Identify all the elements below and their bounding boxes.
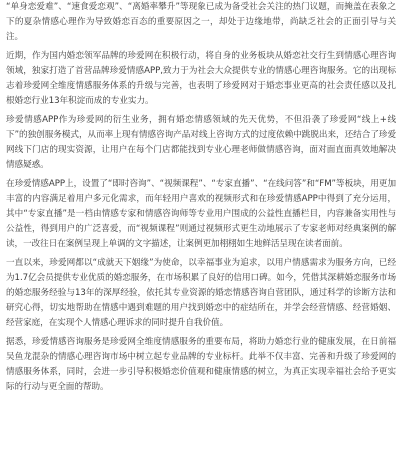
paragraph-conclusion: 据悉，珍爱情感咨询服务是珍爱网全维度情感服务的重要布局，将助力婚恋行业的健康发展，在日前福吴鱼龙混杂的情感心理咨询市场中树立起专业品牌的专业标杆。此举不仅丰富、完善和升级了珍爱网的情感服务体系，同时，会进一步引导积极婚恋价值观和健康情感的树立，为真正实现幸福社会给予更实际的行动与更全面的帮助。 xyxy=(6,337,396,392)
paragraph-app-features: 在珍爱情感APP上，设置了“即时咨询”、“视频课程”、“专家直播”、“在线问答”和“FM”等板块，用更加丰富的内容满足着用户多元化需求，而年轻用户喜欢的视频形式和在珍爱情感APP中得到了充分运用，其中“专家直播”是一档由情感专家和情感咨询师等专业用户围成的公益性直播栏目，内容兼备实用性与公益性，得到用户的广泛喜爱，而“视频课程”则通过视频形式更生动地展示了专家老师对经典案例的解读，一改往日在案例呈现上单调的文字描述，让案例更加栩栩如生地鲜活呈现在读者面前。 xyxy=(6,179,396,249)
paragraph-mission: 一直以来，珍爱网都以“成就天下姻缘”为使命，以幸福事业为追求，以用户情感需求为服务方向，已经为1.7亿会员提供专业优质的婚恋服务，在市场积累了良好的信用口碑。如今，凭借其深耕婚恋服务市场的婚恋服务经验与13年的深厚经验，依托其专业资源的婚恋情感咨询自营团队，通过科学的诊断方法和研究心得，切实地帮助在情感中遇到难题的用户找到婚恋中的症结所在，并学会经营情感、经营婚姻、经营家庭，在实现个人情感心理诉求的同时提升自我价值。 xyxy=(6,258,396,328)
paragraph-app-advantage: 珍爱情感APP作为珍爱网的衍生业务，拥有婚恋情感领域的先天优势，不但沿袭了珍爱网“线上+线下”的独创服务模式，从而率上现有情感咨询产品对线上咨询方式的过度依赖中跳脱出来，还结合了珍爱网线下门店的现实资源，让用户在每个门店都能找到专业心理老师做情感咨询，面对面直面真效地解决情感疑惑。 xyxy=(6,115,396,170)
paragraph-launch: 近期，作为国内婚恋领军品牌的珍爱网在积极行动，将自身的业务板块从婚恋社交行生到情感心理咨询领域，独家打造了首营品牌珍爱情感APP,致力于为社会大众提供专业的情感心理咨询服务。它的出现标志着珍爱网全维度情感服务体系的升级与完善，也表明了珍爱网对于婚恋事业更高的社会责任感以及扎根婚恋行业13年积淀而成的专业实力。 xyxy=(6,51,396,106)
paragraph-intro: “单身恋爱难”、“速食爱恋观”、“离婚率攀升”等现象已成为备受社会关注的热门议题，而掩盖在表象之下的夏杂情感心理作为导致婚恋百态的重要原因之一，却处于边缘地带，尚缺乏社会的正面引导与关注。 xyxy=(6,2,396,42)
